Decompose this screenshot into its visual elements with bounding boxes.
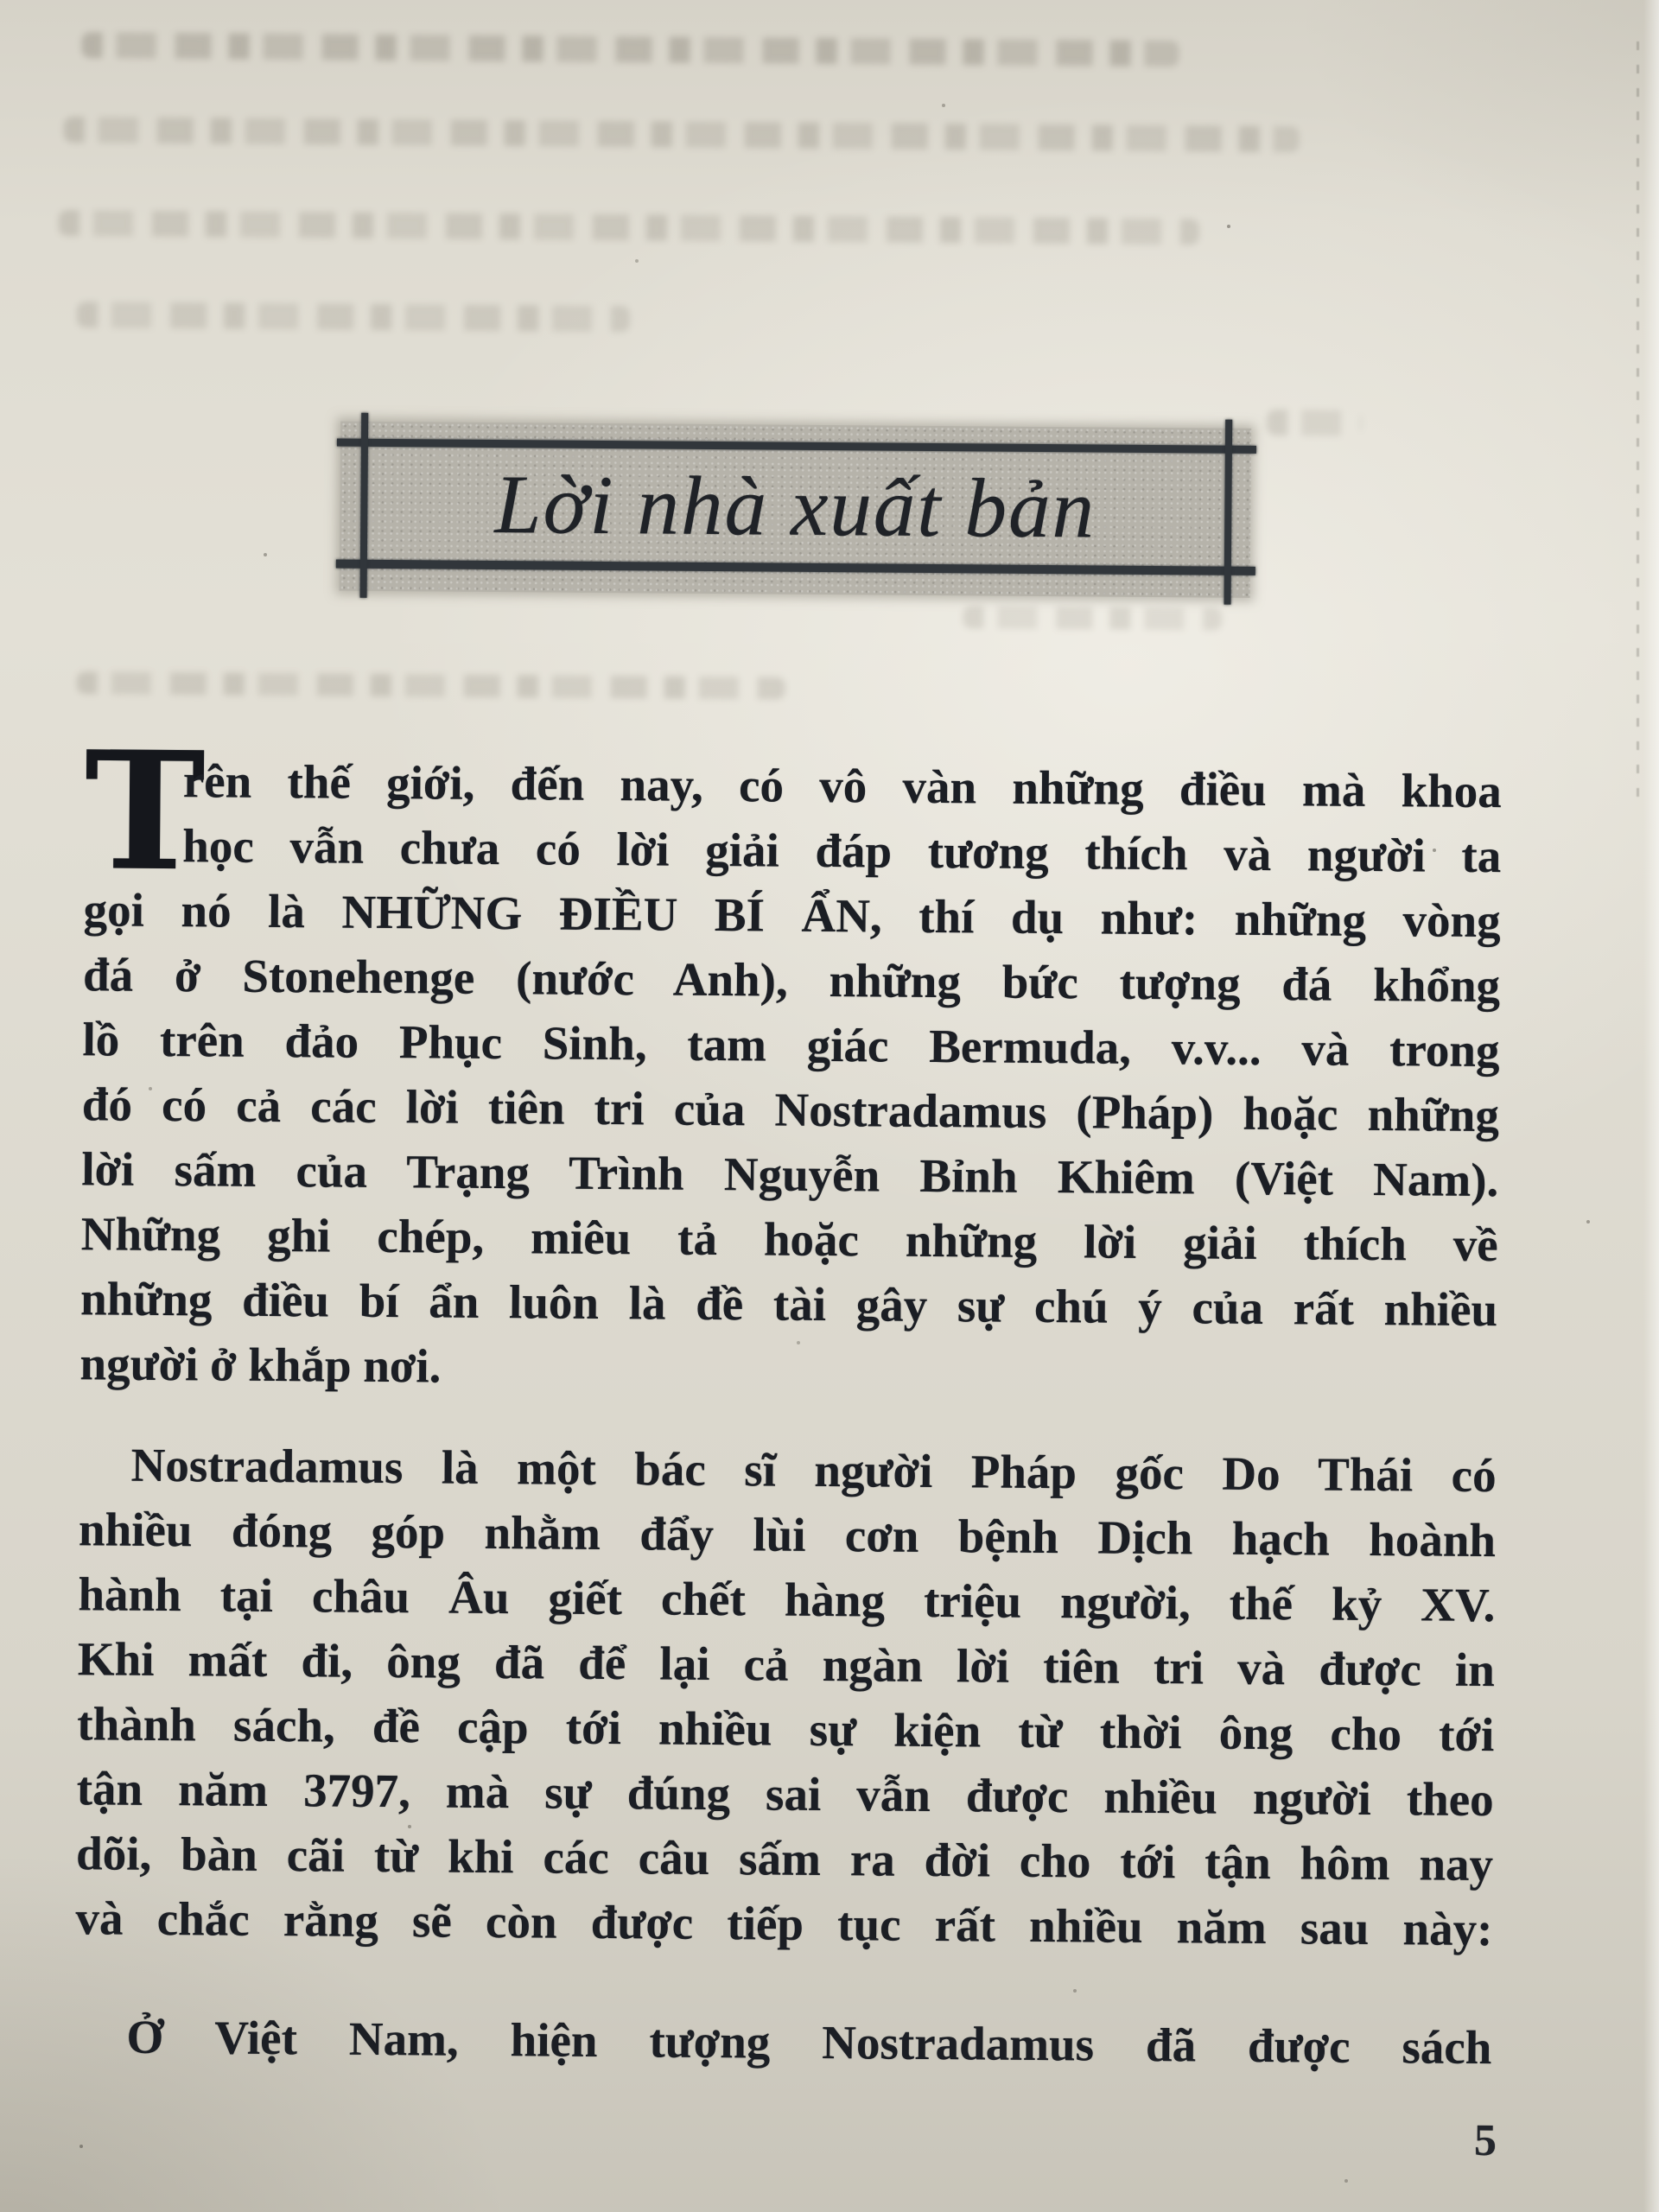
- text-line: người ở khắp nơi.: [79, 1337, 442, 1393]
- bleed-through-line: [59, 210, 1199, 245]
- chapter-title-box: [340, 422, 1252, 598]
- text-line: Những ghi chép, miêu tả hoặc những lời giải thích về: [80, 1207, 1498, 1272]
- page-number: 5: [1473, 2115, 1497, 2166]
- text-line: đó có cả các lời tiên tri của Nostradamus (Pháp) hoặc những: [81, 1077, 1500, 1142]
- bleed-through-line: [77, 302, 630, 332]
- bleed-through-line: [81, 32, 1179, 67]
- text-line: lời sấm của Trạng Trình Nguyễn Bỉnh Khiêm (Việt Nam).: [81, 1142, 1499, 1207]
- bleed-through-line: [77, 671, 785, 699]
- text-line: lồ trên đảo Phục Sinh, tam giác Bermuda, v.v... và trong: [82, 1013, 1500, 1077]
- text-line: nhiều đóng góp nhằm đẩy lùi cơn bệnh Dịch hạch hoành: [78, 1503, 1497, 1567]
- text-line: dõi, bàn cãi từ khi các câu sấm ra đời cho tới tận hôm nay: [75, 1827, 1494, 1891]
- bleed-through-line: [64, 117, 1300, 152]
- text-line: Ở Việt Nam, hiện tượng Nostradamus đã được sách: [126, 2010, 1492, 2075]
- text-line: gọi nó là NHỮNG ĐIỀU BÍ ẨN, thí dụ như: những vòng: [83, 883, 1501, 948]
- body-text: [74, 715, 1503, 2080]
- bleed-through-fragment: [963, 606, 1222, 630]
- drop-cap: T: [83, 715, 207, 908]
- text-line: hành tại châu Âu giết chết hàng triệu người, thế kỷ XV.: [78, 1567, 1496, 1632]
- text-line: học vẫn chưa có lời giải đáp tương thích và người ta: [182, 819, 1502, 883]
- text-line: Nostradamus là một bác sĩ người Pháp gốc Do Thái có: [130, 1438, 1497, 1503]
- page-title: Lời nhà xuất bản: [494, 457, 1096, 555]
- text-line: và chắc rằng sẽ còn được tiếp tục rất nhiều năm sau này:: [75, 1891, 1493, 1956]
- text-line: đá ở Stonehenge (nước Anh), những bức tượng đá khổng: [82, 948, 1501, 1013]
- page-edge-highlight: [1643, 0, 1659, 2212]
- text-line: những điều bí ẩn luôn là đề tài gây sự chú ý của rất nhiều: [79, 1272, 1498, 1337]
- paragraph: [74, 2004, 1492, 2080]
- text-line: tận năm 3797, mà sự đúng sai vẫn được nhiều người theo: [76, 1762, 1494, 1827]
- text-line: rên thế giới, đến nay, có vô vàn những điều mà khoa: [182, 754, 1503, 818]
- paragraph: [79, 715, 1503, 1407]
- text-line: Khi mất đi, ông đã để lại cả ngàn lời tiên tri và được in: [77, 1632, 1496, 1697]
- bleed-through-fragment: [1267, 410, 1362, 436]
- page-edge-crease: [1637, 41, 1639, 802]
- paragraph: [75, 1432, 1497, 1961]
- text-line: thành sách, đề cập tới nhiều sự kiện từ thời ông cho tới: [77, 1697, 1495, 1762]
